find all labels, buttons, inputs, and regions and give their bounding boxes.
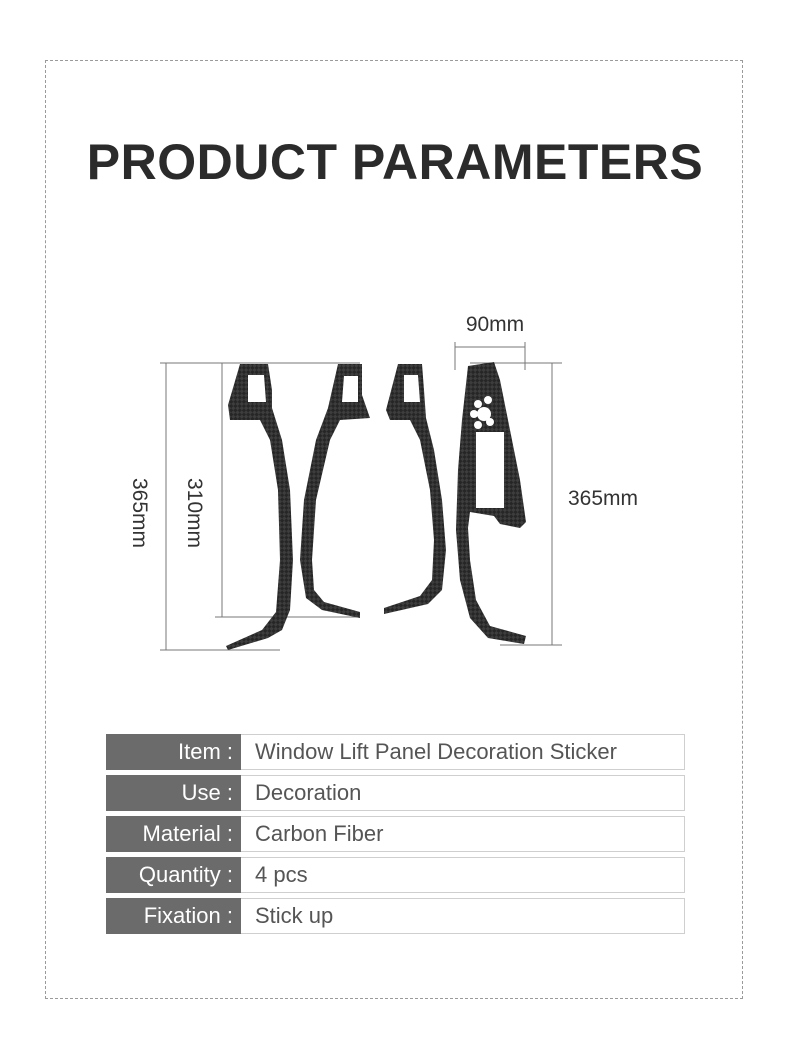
param-label: Fixation : (106, 898, 241, 934)
param-label: Material : (106, 816, 241, 852)
carbon-panel-2 (300, 364, 370, 618)
dim-height-left-outer: 365mm (128, 477, 151, 549)
param-row-material (106, 816, 685, 852)
param-row-item (106, 734, 685, 770)
param-label: Quantity : (106, 857, 241, 893)
param-label: Use : (106, 775, 241, 811)
parameters-table (106, 734, 685, 939)
dim-width-top: 90mm (465, 313, 525, 336)
param-value: 4 pcs (241, 857, 685, 893)
param-row-quantity (106, 857, 685, 893)
dim-height-right: 365mm (568, 487, 639, 510)
param-value: Stick up (241, 898, 685, 934)
dim-height-left-inner: 310mm (183, 477, 206, 549)
carbon-panel-1 (226, 364, 293, 650)
param-value: Decoration (241, 775, 685, 811)
page-title: PRODUCT PARAMETERS (86, 134, 704, 190)
param-row-fixation (106, 898, 685, 934)
param-value: Carbon Fiber (241, 816, 685, 852)
param-label: Item : (106, 734, 241, 770)
product-diagram (0, 300, 790, 680)
carbon-panel-4 (456, 362, 526, 644)
param-value: Window Lift Panel Decoration Sticker (241, 734, 685, 770)
carbon-panel-3 (384, 364, 446, 614)
param-row-use (106, 775, 685, 811)
